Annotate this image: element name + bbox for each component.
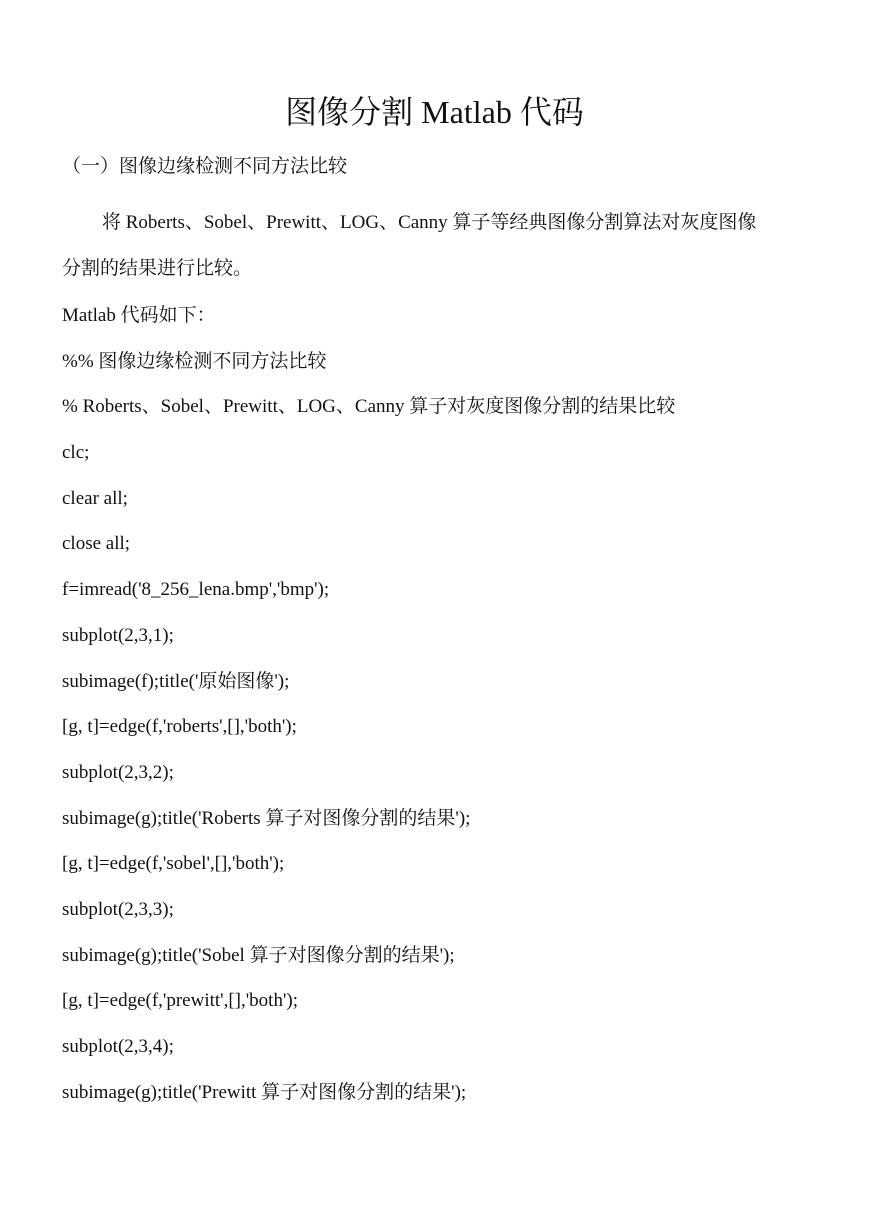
code-line: [g, t]=edge(f,'sobel',[],'both'); — [62, 853, 285, 875]
code-listing — [62, 302, 675, 1124]
code-line: % Roberts、Sobel、Prewitt、LOG、Canny 算子对灰度图像分割的结果比较 — [62, 396, 676, 418]
code-line: subimage(g);title('Sobel 算子对图像分割的结果'); — [62, 944, 455, 966]
code-line: subplot(2,3,1); — [62, 624, 174, 646]
code-line: subplot(2,3,2); — [62, 761, 174, 783]
code-line: Matlab 代码如下： — [62, 305, 216, 326]
code-line: f=imread('8_256_lena.bmp','bmp'); — [62, 579, 330, 601]
code-line: subimage(f);title('原始图像'); — [62, 670, 290, 692]
intro-paragraph-line-2: 分割的结果进行比较。 — [62, 258, 253, 279]
code-line: %% 图像边缘检测不同方法比较 — [62, 350, 327, 372]
code-line: clear all; — [62, 487, 128, 509]
code-line: subplot(2,3,4); — [62, 1036, 174, 1057]
code-line: clc; — [62, 442, 90, 464]
code-line: subplot(2,3,3); — [62, 898, 174, 920]
code-line: close all; — [62, 533, 131, 555]
intro-paragraph-line-1: 将 Roberts、Sobel、Prewitt、LOG、Canny 算子等经典图像分割算法对灰度图像 — [102, 212, 757, 233]
code-line: [g, t]=edge(f,'roberts',[],'both'); — [62, 716, 297, 738]
code-line: subimage(g);title('Prewitt 算子对图像分割的结果'); — [62, 1081, 467, 1103]
code-line: subimage(g);title('Roberts 算子对图像分割的结果'); — [62, 807, 471, 829]
code-line: [g, t]=edge(f,'prewitt',[],'both'); — [62, 990, 298, 1012]
document-title: 图像分割 Matlab 代码 — [285, 94, 584, 130]
section-heading: （一）图像边缘检测不同方法比较 — [62, 156, 348, 177]
